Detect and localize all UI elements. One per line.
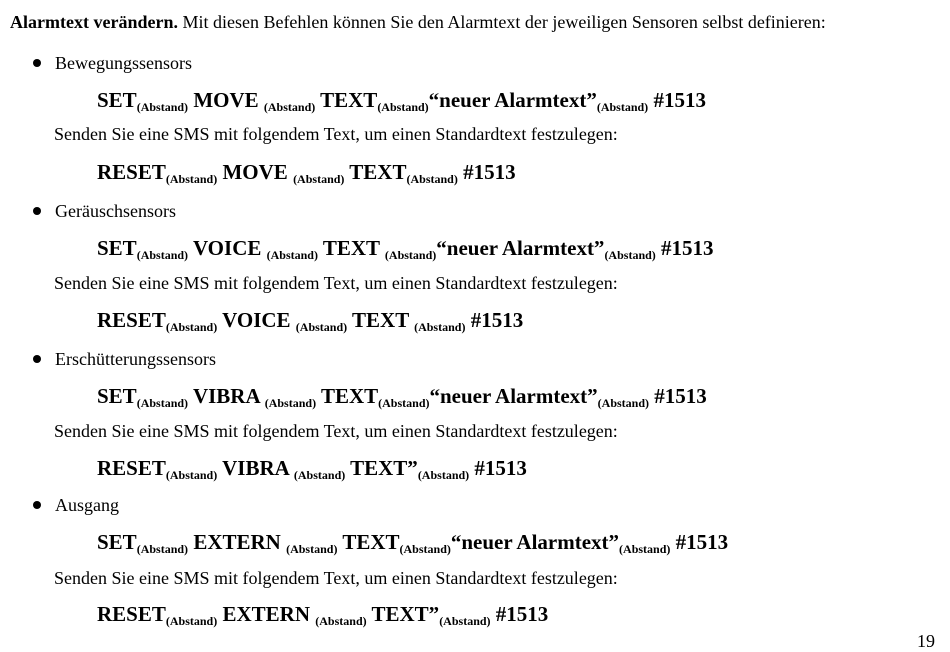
command-code: #1513 xyxy=(463,160,516,184)
intro-text: Mit diesen Befehlen können Sie den Alarmtext der jeweiligen Sensoren selbst definieren: xyxy=(177,12,826,32)
bullet-label: Ausgang xyxy=(55,495,119,515)
command-alarm-text: “neuer Alarmtext” xyxy=(436,236,605,260)
reset-command-extern xyxy=(97,601,548,627)
set-command-voice xyxy=(97,235,714,261)
abstand-subscript: (Abstand) xyxy=(263,100,316,114)
abstand-subscript: (Abstand) xyxy=(295,320,348,334)
command-keyword: VIBRA xyxy=(222,456,294,480)
command-code: #1513 xyxy=(661,236,714,260)
bullet-item-geraeuschsensors xyxy=(33,200,176,222)
command-keyword: TEXT xyxy=(320,384,379,408)
command-alarm-text: “neuer Alarmtext” xyxy=(428,88,597,112)
bullet-item-bewegungssensors xyxy=(33,52,192,74)
abstand-subscript: (Abstand) xyxy=(165,468,218,482)
set-command-move xyxy=(97,87,706,113)
abstand-subscript: (Abstand) xyxy=(136,248,189,262)
command-keyword: RESET xyxy=(97,308,166,332)
command-keyword: TEXT” xyxy=(350,456,418,480)
abstand-subscript: (Abstand) xyxy=(597,396,650,410)
command-alarm-text: “neuer Alarmtext” xyxy=(429,384,598,408)
abstand-subscript: (Abstand) xyxy=(264,396,317,410)
command-keyword: TEXT xyxy=(342,530,400,554)
intro-paragraph xyxy=(10,11,826,33)
bullet-label: Geräuschsensors xyxy=(55,201,176,221)
abstand-subscript: (Abstand) xyxy=(619,542,671,556)
command-code: #1513 xyxy=(470,308,524,332)
bullet-label: Bewegungssensors xyxy=(55,53,192,73)
command-keyword: MOVE xyxy=(222,160,294,184)
command-keyword: MOVE xyxy=(193,88,264,112)
abstand-subscript: (Abstand) xyxy=(399,542,451,556)
abstand-subscript: (Abstand) xyxy=(293,172,345,186)
abstand-subscript: (Abstand) xyxy=(266,248,318,262)
reset-command-move xyxy=(97,159,516,185)
command-keyword: VOICE xyxy=(222,308,296,332)
command-code: #1513 xyxy=(474,456,527,480)
instruction-note: Senden Sie eine SMS mit folgendem Text, um einen Standardtext festzulegen: xyxy=(54,273,618,293)
command-code: #1513 xyxy=(653,88,706,112)
abstand-subscript: (Abstand) xyxy=(165,172,218,186)
abstand-subscript: (Abstand) xyxy=(315,614,367,628)
abstand-subscript: (Abstand) xyxy=(414,320,466,334)
abstand-subscript: (Abstand) xyxy=(384,248,437,262)
set-command-extern xyxy=(97,529,728,555)
bullet-icon xyxy=(33,501,41,509)
abstand-subscript: (Abstand) xyxy=(378,396,430,410)
reset-command-voice xyxy=(97,307,523,333)
page-number: 19 xyxy=(917,631,935,651)
abstand-subscript: (Abstand) xyxy=(136,396,189,410)
intro-title: Alarmtext verändern. xyxy=(10,12,178,32)
abstand-subscript: (Abstand) xyxy=(165,614,218,628)
command-code: #1513 xyxy=(495,602,549,626)
command-keyword: TEXT xyxy=(352,308,415,332)
instruction-note: Senden Sie eine SMS mit folgendem Text, um einen Standardtext festzulegen: xyxy=(54,568,618,588)
abstand-subscript: (Abstand) xyxy=(406,172,458,186)
command-alarm-text: “neuer Alarmtext” xyxy=(450,530,620,554)
instruction-note: Senden Sie eine SMS mit folgendem Text, um einen Standardtext festzulegen: xyxy=(54,421,618,441)
command-keyword: EXTERN xyxy=(193,530,287,554)
command-keyword: TEXT xyxy=(320,88,378,112)
abstand-subscript: (Abstand) xyxy=(136,542,189,556)
abstand-subscript: (Abstand) xyxy=(439,614,491,628)
command-keyword: SET xyxy=(97,530,137,554)
instruction-note: Senden Sie eine SMS mit folgendem Text, um einen Standardtext festzulegen: xyxy=(54,124,618,144)
abstand-subscript: (Abstand) xyxy=(165,320,218,334)
bullet-icon xyxy=(33,59,41,67)
command-keyword: RESET xyxy=(97,160,166,184)
command-keyword: VOICE xyxy=(192,236,267,260)
set-command-vibra xyxy=(97,383,707,409)
abstand-subscript: (Abstand) xyxy=(286,542,338,556)
command-code: #1513 xyxy=(675,530,729,554)
bullet-item-erschuetterungssensors xyxy=(33,348,216,370)
command-keyword: RESET xyxy=(97,456,166,480)
abstand-subscript: (Abstand) xyxy=(377,100,429,114)
command-keyword: TEXT” xyxy=(371,602,440,626)
abstand-subscript: (Abstand) xyxy=(136,100,189,114)
command-keyword: RESET xyxy=(97,602,166,626)
abstand-subscript: (Abstand) xyxy=(604,248,656,262)
command-keyword: VIBRA xyxy=(192,384,265,408)
bullet-label: Erschütterungssensors xyxy=(55,349,216,369)
bullet-item-ausgang xyxy=(33,494,119,516)
abstand-subscript: (Abstand) xyxy=(417,468,470,482)
command-keyword: TEXT xyxy=(322,236,385,260)
abstand-subscript: (Abstand) xyxy=(293,468,346,482)
abstand-subscript: (Abstand) xyxy=(596,100,649,114)
command-keyword: EXTERN xyxy=(222,602,316,626)
command-keyword: TEXT xyxy=(349,160,407,184)
bullet-icon xyxy=(33,207,41,215)
reset-command-vibra xyxy=(97,455,527,481)
command-keyword: SET xyxy=(97,88,137,112)
command-keyword: SET xyxy=(97,384,137,408)
command-code: #1513 xyxy=(654,384,707,408)
bullet-icon xyxy=(33,355,41,363)
command-keyword: SET xyxy=(97,236,137,260)
